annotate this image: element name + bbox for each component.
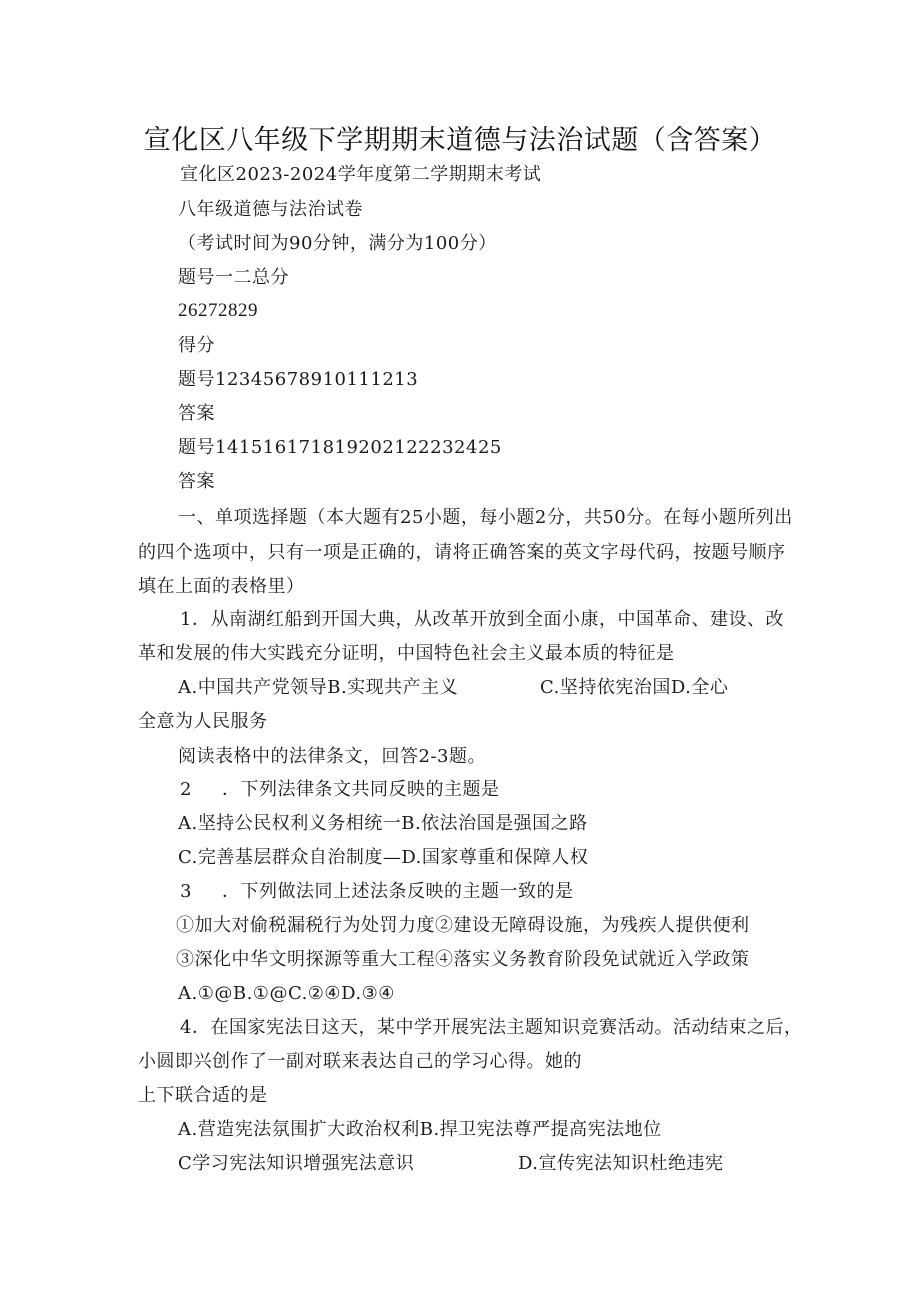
question2-options-cd: C.完善基层群众自治制度—D.国家尊重和保障人权 bbox=[178, 847, 589, 868]
question1-options-cd: C.坚持依宪治国D.全心 bbox=[540, 677, 729, 698]
answer-table-row1-answer: 答案 bbox=[178, 403, 215, 424]
question3-items-1-2: ①加大对偷税漏税行为处罚力度②建设无障碍设施，为残疾人提供便利 bbox=[176, 915, 750, 936]
question4-stem-line1: 4．在国家宪法日这天，某中学开展宪法主题知识竞赛活动。活动结束之后， bbox=[180, 1017, 803, 1038]
question1-option-continuation: 全意为人民服务 bbox=[138, 711, 268, 732]
section1-instructions-line1: 一、单项选择题（本大题有25小题，每小题2分，共50分。在每小题所列出 bbox=[178, 507, 793, 528]
question1-stem-line1: 1．从南湖红船到开国大典，从改革开放到全面小康，中国革命、建设、改 bbox=[180, 609, 784, 630]
question4-stem-line2: 小圆即兴创作了一副对联来表达自己的学习心得。她的 bbox=[138, 1051, 582, 1072]
subject-header: 八年级道德与法治试卷 bbox=[178, 199, 363, 220]
question4-options-ab: A.营造宪法氛围扩大政治权利B.捍卫宪法尊严提高宪法地位 bbox=[178, 1119, 662, 1140]
exam-time-note: （考试时间为90分钟，满分为100分） bbox=[178, 233, 497, 254]
question3-options: A.①@B.①@C.②④D.③④ bbox=[178, 983, 395, 1004]
score-table-row3: 得分 bbox=[178, 335, 215, 356]
question3-number: 3 bbox=[180, 881, 192, 902]
question4-stem-line3: 上下联合适的是 bbox=[138, 1085, 268, 1106]
answer-table-row1-label: 题号12345678910111213 bbox=[178, 369, 419, 390]
question3-items-3-4: ③深化中华文明探源等重大工程④落实义务教育阶段免试就近入学政策 bbox=[176, 949, 750, 970]
answer-table-row2-answer: 答案 bbox=[178, 471, 215, 492]
score-table-row1: 题号一二总分 bbox=[178, 267, 289, 288]
section1-instructions-line2: 的四个选项中，只有一项是正确的，请将正确答案的英文字母代码，按题号顺序 bbox=[138, 542, 786, 563]
question4-option-d: D.宣传宪法知识杜绝违宪 bbox=[518, 1153, 724, 1174]
reading-instruction: 阅读表格中的法律条文，回答2-3题。 bbox=[178, 746, 486, 767]
question2-number: 2 bbox=[180, 779, 192, 800]
question2-stem: ．下列法律条文共同反映的主题是 bbox=[222, 779, 500, 800]
score-table-row2: 26272829 bbox=[178, 300, 258, 321]
section1-instructions-line3: 填在上面的表格里） bbox=[138, 576, 305, 597]
document-title: 宣化区八年级下学期期末道德与法治试题（含答案） bbox=[143, 125, 777, 156]
answer-table-row2-label: 题号141516171819202122232425 bbox=[178, 437, 502, 458]
question4-option-c: C学习宪法知识增强宪法意识 bbox=[178, 1153, 415, 1174]
question3-stem: ．下列做法同上述法条反映的主题一致的是 bbox=[222, 881, 574, 902]
question1-stem-line2: 革和发展的伟大实践充分证明，中国特色社会主义最本质的特征是 bbox=[138, 643, 675, 664]
exam-header: 宣化区2023-2024学年度第二学期期末考试 bbox=[180, 164, 542, 185]
question1-options-ab: A.中国共产党领导B.实现共产主义 bbox=[178, 677, 459, 698]
question2-options-ab: A.坚持公民权利义务相统一B.依法治国是强国之路 bbox=[178, 813, 588, 834]
